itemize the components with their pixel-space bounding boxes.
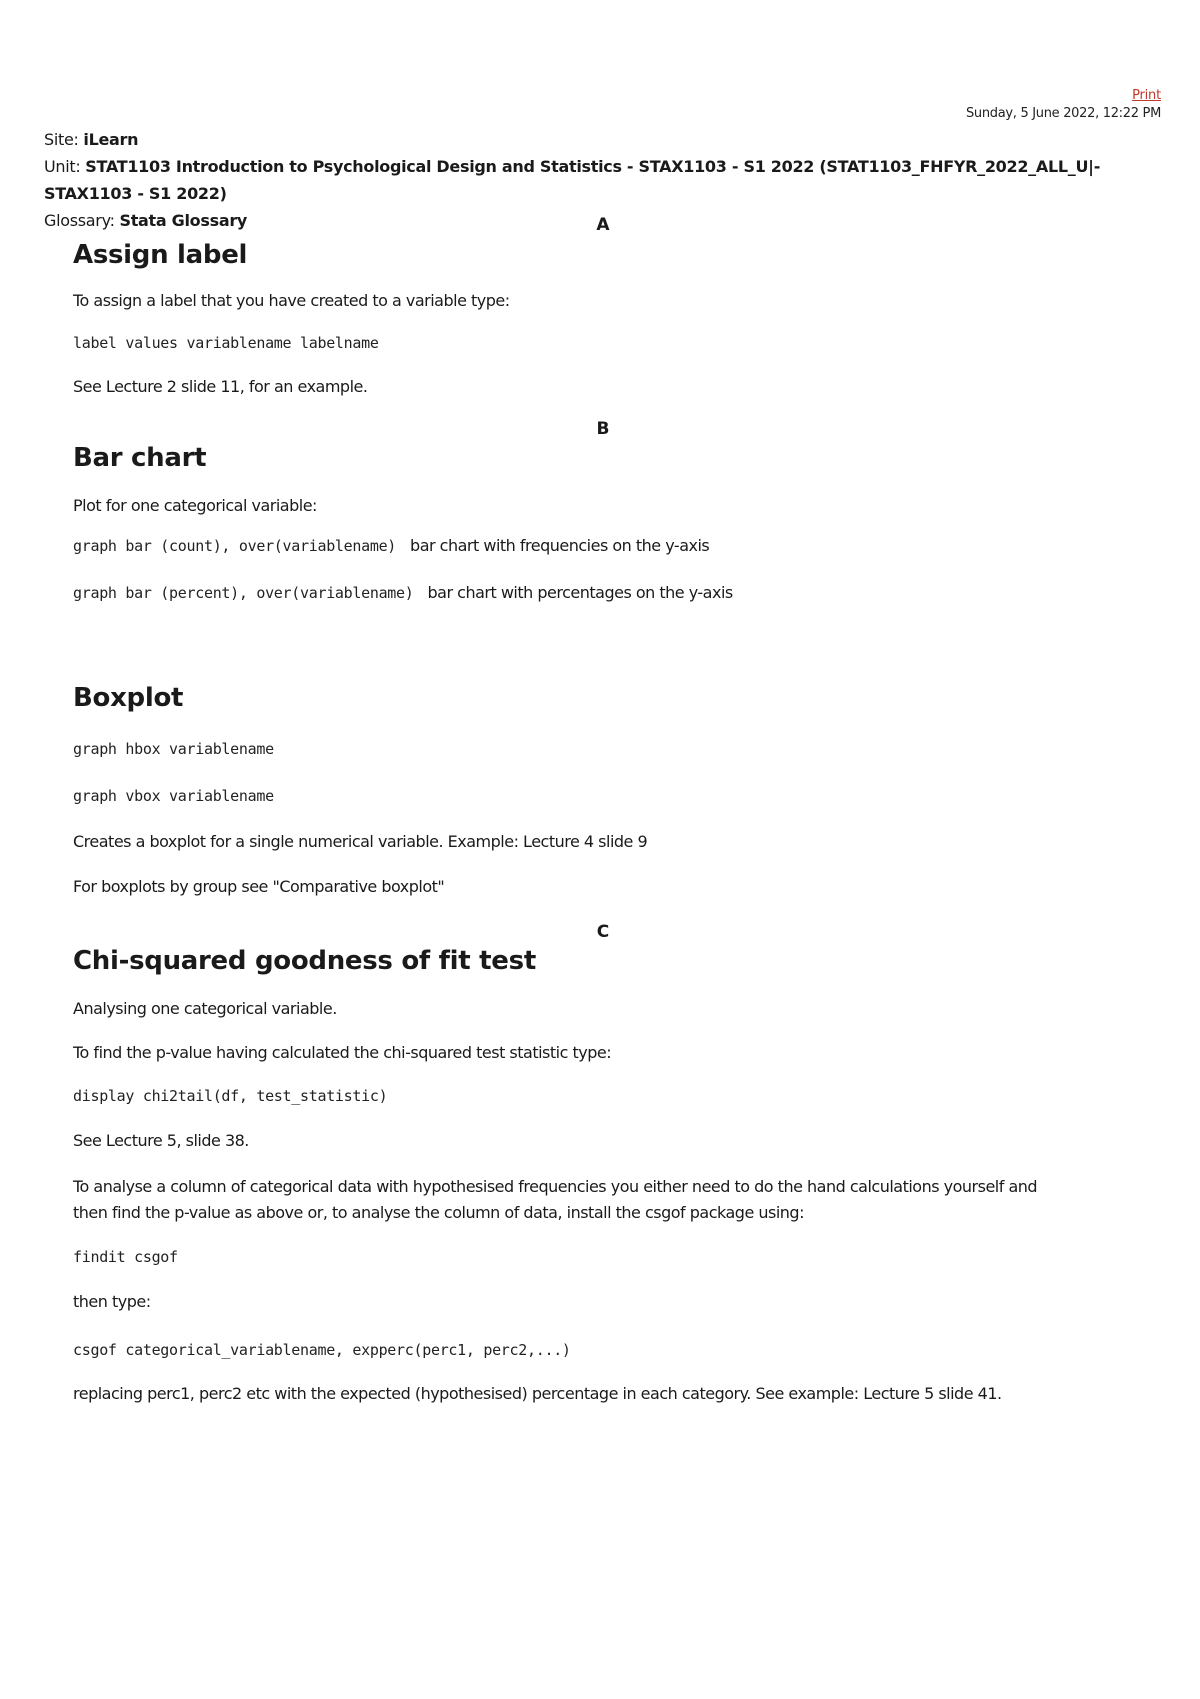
code-line: display chi2tail(df, test_statistic) <box>73 1087 388 1105</box>
code-row <box>73 583 733 602</box>
entry-title-chi-squared: Chi-squared goodness of fit test <box>73 946 536 976</box>
glossary-label: Glossary: <box>44 211 115 230</box>
text-line: then find the p-value as above or, to analyse the column of data, install the csgof package using: <box>73 1203 804 1222</box>
code-line: graph bar (count), over(variablename) <box>73 537 397 555</box>
letter-heading-a: A <box>596 215 610 235</box>
entry-text <box>73 1174 1133 1226</box>
entry-text: then type: <box>73 1292 151 1311</box>
entry-text: To assign a label that you have created to a variable type: <box>73 291 510 310</box>
site-value: iLearn <box>83 130 139 149</box>
entry-text: See Lecture 2 slide 11, for an example. <box>73 377 368 396</box>
entry-text: replacing perc1, perc2 etc with the expected (hypothesised) percentage in each category. See example: Lecture 5 slide 41. <box>73 1384 1002 1403</box>
code-description: bar chart with percentages on the y-axis <box>427 583 733 602</box>
code-row <box>73 536 709 555</box>
entry-text: Plot for one categorical variable: <box>73 496 317 515</box>
entry-title-bar-chart: Bar chart <box>73 443 207 473</box>
unit-value-line2: STAX1103 - S1 2022) <box>44 184 227 203</box>
code-line: csgof categorical_variablename, expperc(perc1, perc2,...) <box>73 1341 571 1359</box>
code-line: graph vbox variablename <box>73 787 274 805</box>
entry-text: Analysing one categorical variable. <box>73 999 337 1018</box>
entry-title-boxplot: Boxplot <box>73 683 184 713</box>
print-date: Sunday, 5 June 2022, 12:22 PM <box>965 106 1161 121</box>
unit-value-line1: STAT1103 Introduction to Psychological Design and Statistics - STAX1103 - S1 2022 (STAT1103_FHFYR_2022_ALL_U|- <box>85 157 1101 176</box>
code-line: graph bar (percent), over(variablename) <box>73 584 414 602</box>
letter-heading-b: B <box>596 419 610 439</box>
code-line: findit csgof <box>73 1248 178 1266</box>
entry-text: For boxplots by group see "Comparative boxplot" <box>73 877 445 896</box>
entry-text: Creates a boxplot for a single numerical variable. Example: Lecture 4 slide 9 <box>73 832 648 851</box>
code-line: label values variablename labelname <box>73 334 379 352</box>
text-line: To analyse a column of categorical data with hypothesised frequencies you either need to do the hand calculations yourself and <box>73 1177 1038 1196</box>
unit-row-cont <box>44 180 1144 207</box>
glossary-value: Stata Glossary <box>119 211 248 230</box>
site-label: Site: <box>44 130 79 149</box>
entry-text: To find the p-value having calculated the chi-squared test statistic type: <box>73 1043 612 1062</box>
entry-title-assign-label: Assign label <box>73 240 248 270</box>
entry-text: See Lecture 5, slide 38. <box>73 1131 249 1150</box>
letter-heading-c: C <box>596 922 610 942</box>
code-description: bar chart with frequencies on the y-axis <box>410 536 710 555</box>
code-line: graph hbox variablename <box>73 740 274 758</box>
unit-label: Unit: <box>44 157 81 176</box>
site-row <box>44 126 1144 153</box>
unit-row <box>44 153 1144 180</box>
print-link[interactable]: Print <box>1132 88 1161 103</box>
